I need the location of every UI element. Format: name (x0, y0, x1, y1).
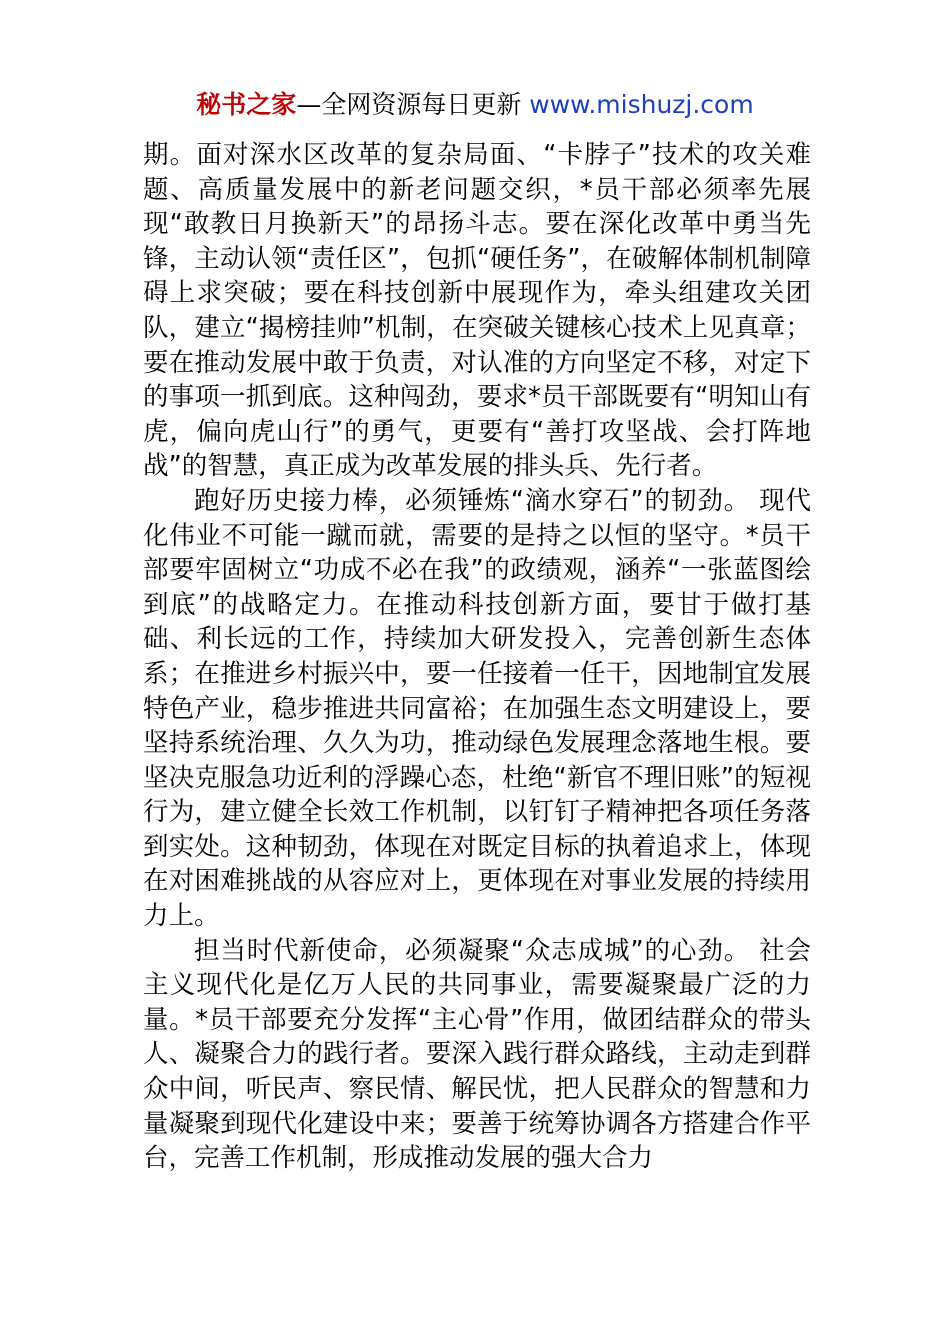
site-tagline: —全网资源每日更新 (296, 90, 522, 119)
document-body (143, 138, 811, 1176)
site-header (0, 88, 950, 122)
paragraph-continuation: 期。面对深水区改革的复杂局面、“卡脖子”技术的攻关难题、高质量发展中的新老问题交织，*员干部必须率先展现“敢教日月换新天”的昂扬斗志。要在深化改革中勇当先锋，主动认领“责任区”，包抓“硬任务”，在破解体制机制障碍上求突破；要在科技创新中展现作为，牵头组建攻关团队，建立“揭榜挂帅”机制，在突破关键核心技术上见真章；要在推动发展中敢于负责，对认准的方向坚定不移，对定下的事项一抓到底。这种闯劲，要求*员干部既要有“明知山有虎，偏向虎山行”的勇气，更要有“善打攻坚战、会打阵地战”的智慧，真正成为改革发展的排头兵、先行者。 (143, 140, 811, 482)
site-brand: 秘书之家 (196, 90, 297, 119)
site-url[interactable]: www.mishuzj.com (529, 90, 754, 119)
paragraph-perseverance: 跑好历史接力棒，必须锤炼“滴水穿石”的韧劲。 现代化伟业不可能一蹴而就，需要的是持之以恒的坚守。*员干部要牢固树立“功成不必在我”的政绩观，涵养“一张蓝图绘到底”的战略定力。在推动科技创新方面，要甘于做打基础、利长远的工作，持续加大研发投入，完善创新生态体系；在推进乡村振兴中，要一任接着一任干，因地制宜发展特色产业，稳步推进共同富裕；在加强生态文明建设上，要坚持系统治理、久久为功，推动绿色发展理念落地生根。要坚决克服急功近利的浮躁心态，杜绝“新官不理旧账”的短视行为，建立健全长效工作机制，以钉钉子精神把各项任务落到实处。这种韧劲，体现在对既定目标的执着追求上，体现在对困难挑战的从容应对上，更体现在对事业发展的持续用力上。 (143, 485, 811, 932)
paragraph-unity: 担当时代新使命，必须凝聚“众志成城”的心劲。 社会主义现代化是亿万人民的共同事业，需要凝聚最广泛的力量。*员干部要充分发挥“主心骨”作用，做团结群众的带头人、凝聚合力的践行者。要深入践行群众路线，主动走到群众中间，听民声、察民情、解民忧，把人民群众的智慧和力量凝聚到现代化建设中来；要善于统筹协调各方搭建合作平台，完善工作机制，形成推动发展的强大合力 (143, 935, 811, 1174)
